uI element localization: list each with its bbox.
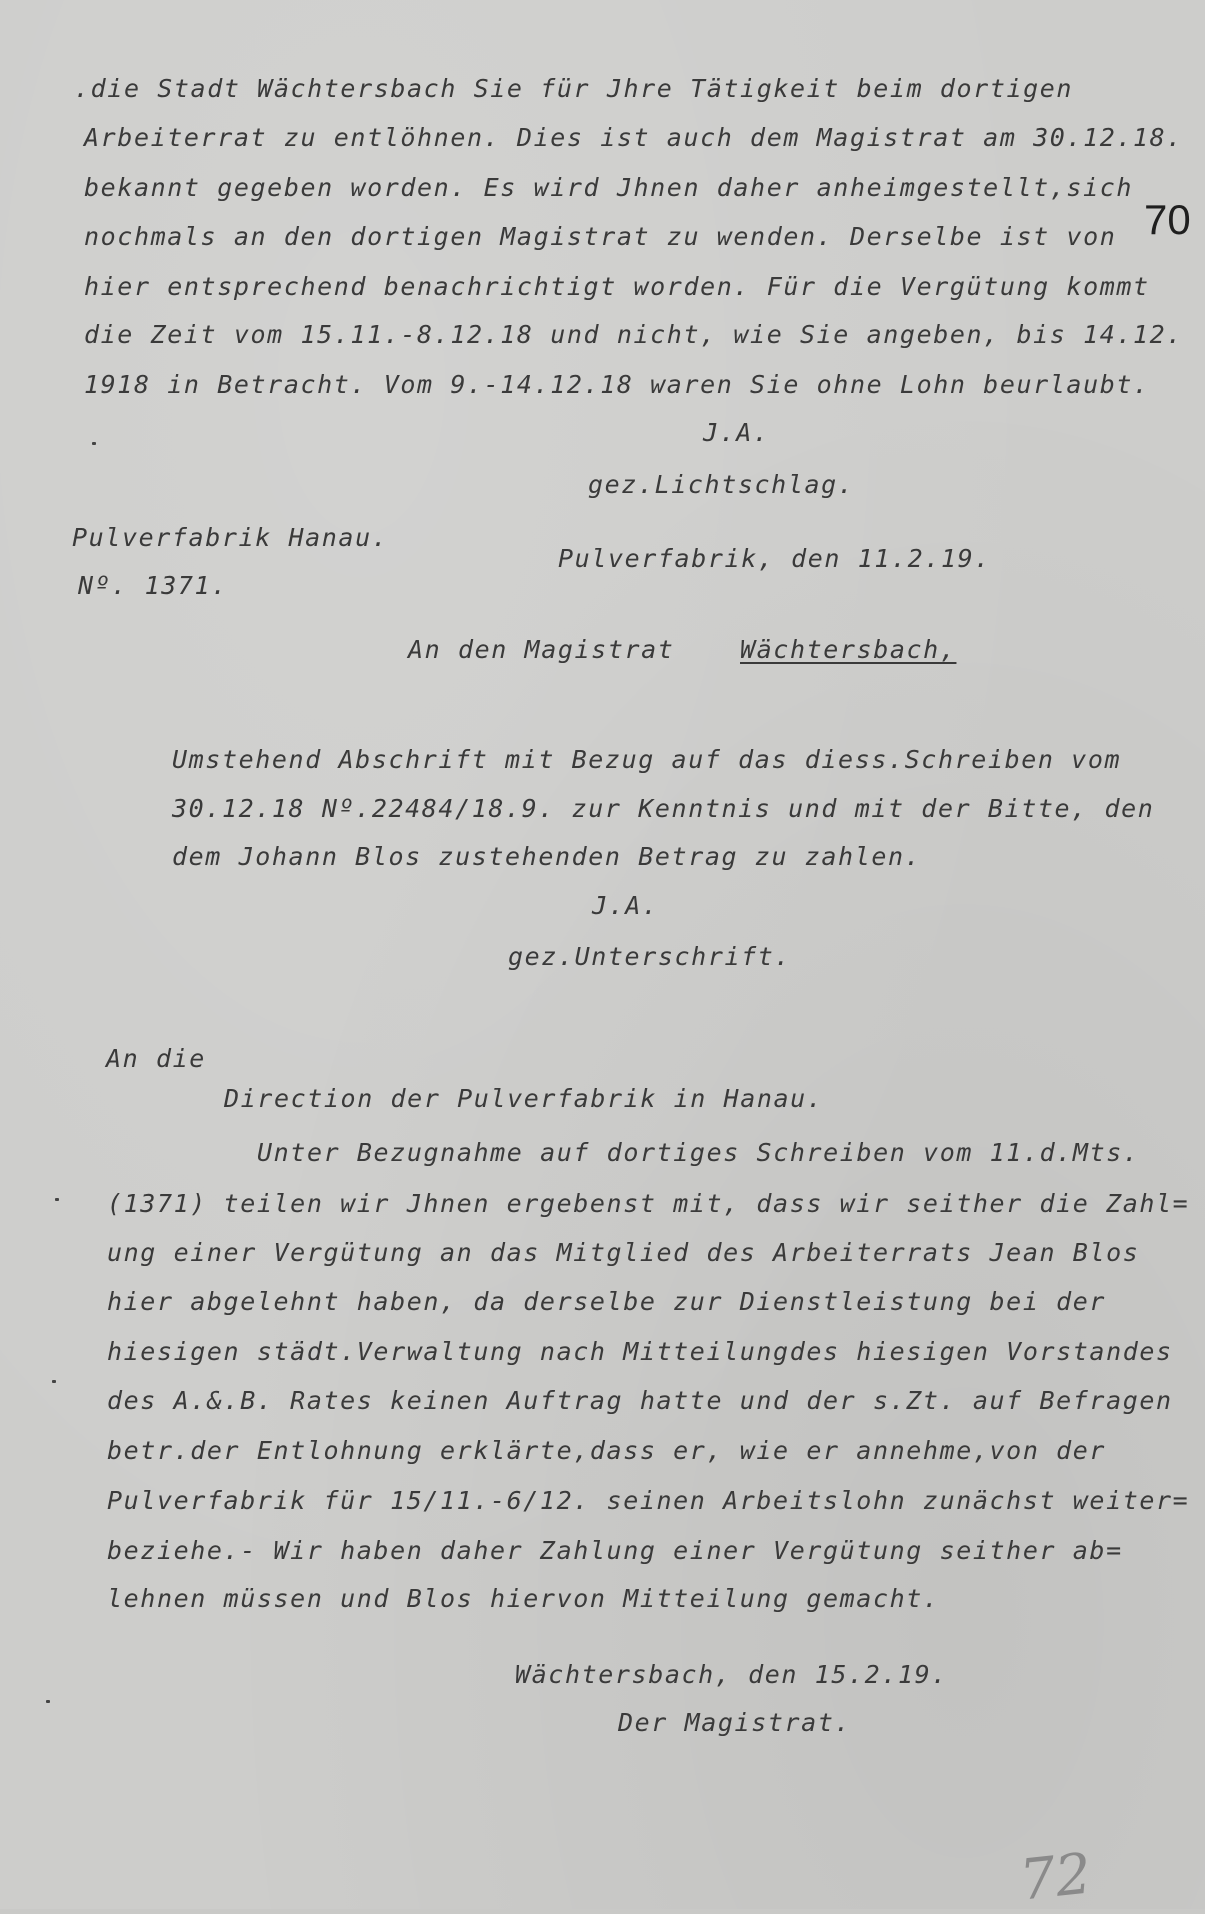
letter1-line-7: 1918 in Betracht. Vom 9.-14.12.18 waren Sie ohne Lohn beurlaubt. — [84, 370, 1150, 399]
margin-speck — [92, 442, 96, 445]
letter2-sender: Pulverfabrik Hanau. — [72, 523, 389, 552]
letter1-line-5: hier entsprechend benachrichtigt worden. Für die Vergütung kommt — [84, 272, 1150, 301]
letter3-line-5: hiesigen städt.Verwaltung nach Mitteilungdes hiesigen Vorstandes — [107, 1337, 1173, 1366]
margin-speck — [55, 1198, 59, 1201]
letter1-line-6: die Zeit vom 15.11.-8.12.18 und nicht, wie Sie angeben, bis 14.12. — [84, 320, 1183, 349]
letter2-place-date: Pulverfabrik, den 11.2.19. — [558, 544, 991, 573]
letter2-signature: gez.Unterschrift. — [508, 942, 792, 971]
letter3-line-4: hier abgelehnt haben, da derselbe zur Dienstleistung bei der — [107, 1287, 1107, 1316]
letter2-number: Nº. 1371. — [78, 571, 228, 600]
letter3-signature: Der Magistrat. — [618, 1708, 852, 1737]
letter3-recipient: Direction der Pulverfabrik in Hanau. — [224, 1084, 824, 1113]
page-number: 70 — [1144, 196, 1191, 243]
letter2-line-3: dem Johann Blos zustehenden Betrag zu zahlen. — [172, 842, 922, 871]
letter1-line-4: nochmals an den dortigen Magistrat zu wenden. Derselbe ist von — [84, 222, 1117, 251]
letter3-salutation: An die — [106, 1044, 206, 1073]
letter1-line-3: bekannt gegeben worden. Es wird Jhnen daher anheimgestellt,sich — [84, 173, 1134, 202]
margin-speck — [52, 1380, 56, 1383]
letter3-line-8: Pulverfabrik für 15/11.-6/12. seinen Arbeitslohn zunächst weiter= — [107, 1486, 1190, 1515]
letter3-line-3: ung einer Vergütung an das Mitglied des Arbeiterrats Jean Blos — [107, 1238, 1140, 1267]
margin-speck — [46, 1700, 50, 1703]
letter3-line-2: (1371) teilen wir Jhnen ergebenst mit, dass wir seither die Zahl= — [107, 1189, 1190, 1218]
pencil-page-note: 72 — [1016, 1841, 1095, 1914]
letter3-line-9: beziehe.- Wir haben daher Zahlung einer Vergütung seither ab= — [107, 1536, 1123, 1565]
letter1-signature: gez.Lichtschlag. — [588, 470, 855, 499]
letter2-ia: J.A. — [592, 891, 659, 920]
letter2-line-2: 30.12.18 Nº.22484/18.9. zur Kenntnis und mit der Bitte, den — [172, 794, 1155, 823]
letter3-line-7: betr.der Entlohnung erklärte,dass er, wie er annehme,von der — [107, 1436, 1107, 1465]
letter3-place-date: Wächtersbach, den 15.2.19. — [515, 1660, 948, 1689]
letter3-line-6: des A.&.B. Rates keinen Auftrag hatte und der s.Zt. auf Befragen — [107, 1386, 1173, 1415]
letter1-ia: J.A. — [703, 418, 770, 447]
letter1-line-2: Arbeiterrat zu entlöhnen. Dies ist auch dem Magistrat am 30.12.18. — [84, 123, 1183, 152]
letter1-line-1: .die Stadt Wächtersbach Sie für Jhre Tätigkeit beim dortigen — [74, 74, 1074, 103]
letter2-addressee-city: Wächtersbach, — [740, 635, 957, 664]
letter2-addressee-prefix: An den Magistrat — [408, 635, 675, 664]
letter2-line-1: Umstehend Abschrift mit Bezug auf das diess.Schreiben vom — [172, 745, 1122, 774]
letter3-line-10: lehnen müssen und Blos hiervon Mitteilung gemacht. — [107, 1584, 940, 1613]
letter3-line-1: Unter Bezugnahme auf dortiges Schreiben vom 11.d.Mts. — [257, 1138, 1140, 1167]
